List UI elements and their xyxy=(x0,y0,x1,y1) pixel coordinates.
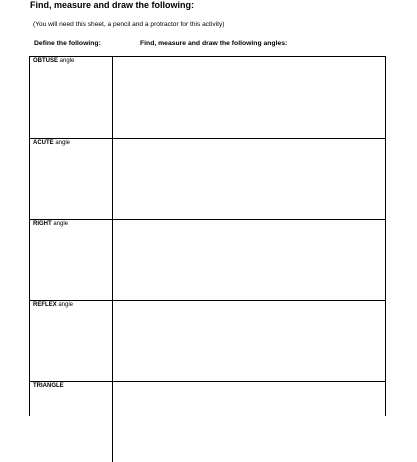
row-label xyxy=(33,220,68,228)
term-name: REFLEX xyxy=(33,302,57,308)
term-name: RIGHT xyxy=(33,221,52,227)
term-name: ACUTE xyxy=(33,140,54,146)
table-row-obtuse xyxy=(30,57,385,138)
row-label xyxy=(33,382,64,390)
define-column-heading: Define the following: xyxy=(34,40,101,47)
term-name: TRIANGLE xyxy=(33,383,64,389)
definition-cell[interactable] xyxy=(30,139,113,219)
worksheet-title: Find, measure and draw the following: xyxy=(30,0,195,10)
term-suffix: angle xyxy=(56,302,74,308)
definition-cell[interactable] xyxy=(30,382,113,462)
drawing-cell[interactable] xyxy=(113,382,385,462)
table-row-reflex xyxy=(30,300,385,381)
row-label xyxy=(33,301,73,309)
drawing-cell[interactable] xyxy=(113,57,385,138)
table-row-right xyxy=(30,219,385,300)
draw-column-heading: Find, measure and draw the following angles: xyxy=(140,40,288,47)
worksheet-table xyxy=(29,56,386,416)
definition-cell[interactable] xyxy=(30,301,113,381)
table-row-acute xyxy=(30,138,385,219)
drawing-cell[interactable] xyxy=(113,301,385,381)
drawing-cell[interactable] xyxy=(113,139,385,219)
row-label xyxy=(33,57,74,65)
definition-cell[interactable] xyxy=(30,57,113,138)
drawing-cell[interactable] xyxy=(113,220,385,300)
term-suffix: angle xyxy=(58,58,75,64)
term-name: OBTUSE xyxy=(33,58,59,64)
row-label xyxy=(33,139,70,147)
term-suffix: angle xyxy=(51,221,69,227)
table-row-triangle xyxy=(30,381,385,462)
worksheet-instructions: (You will need this sheet, a pencil and a protractor for this activity) xyxy=(33,21,225,28)
definition-cell[interactable] xyxy=(30,220,113,300)
term-suffix: angle xyxy=(53,140,71,146)
